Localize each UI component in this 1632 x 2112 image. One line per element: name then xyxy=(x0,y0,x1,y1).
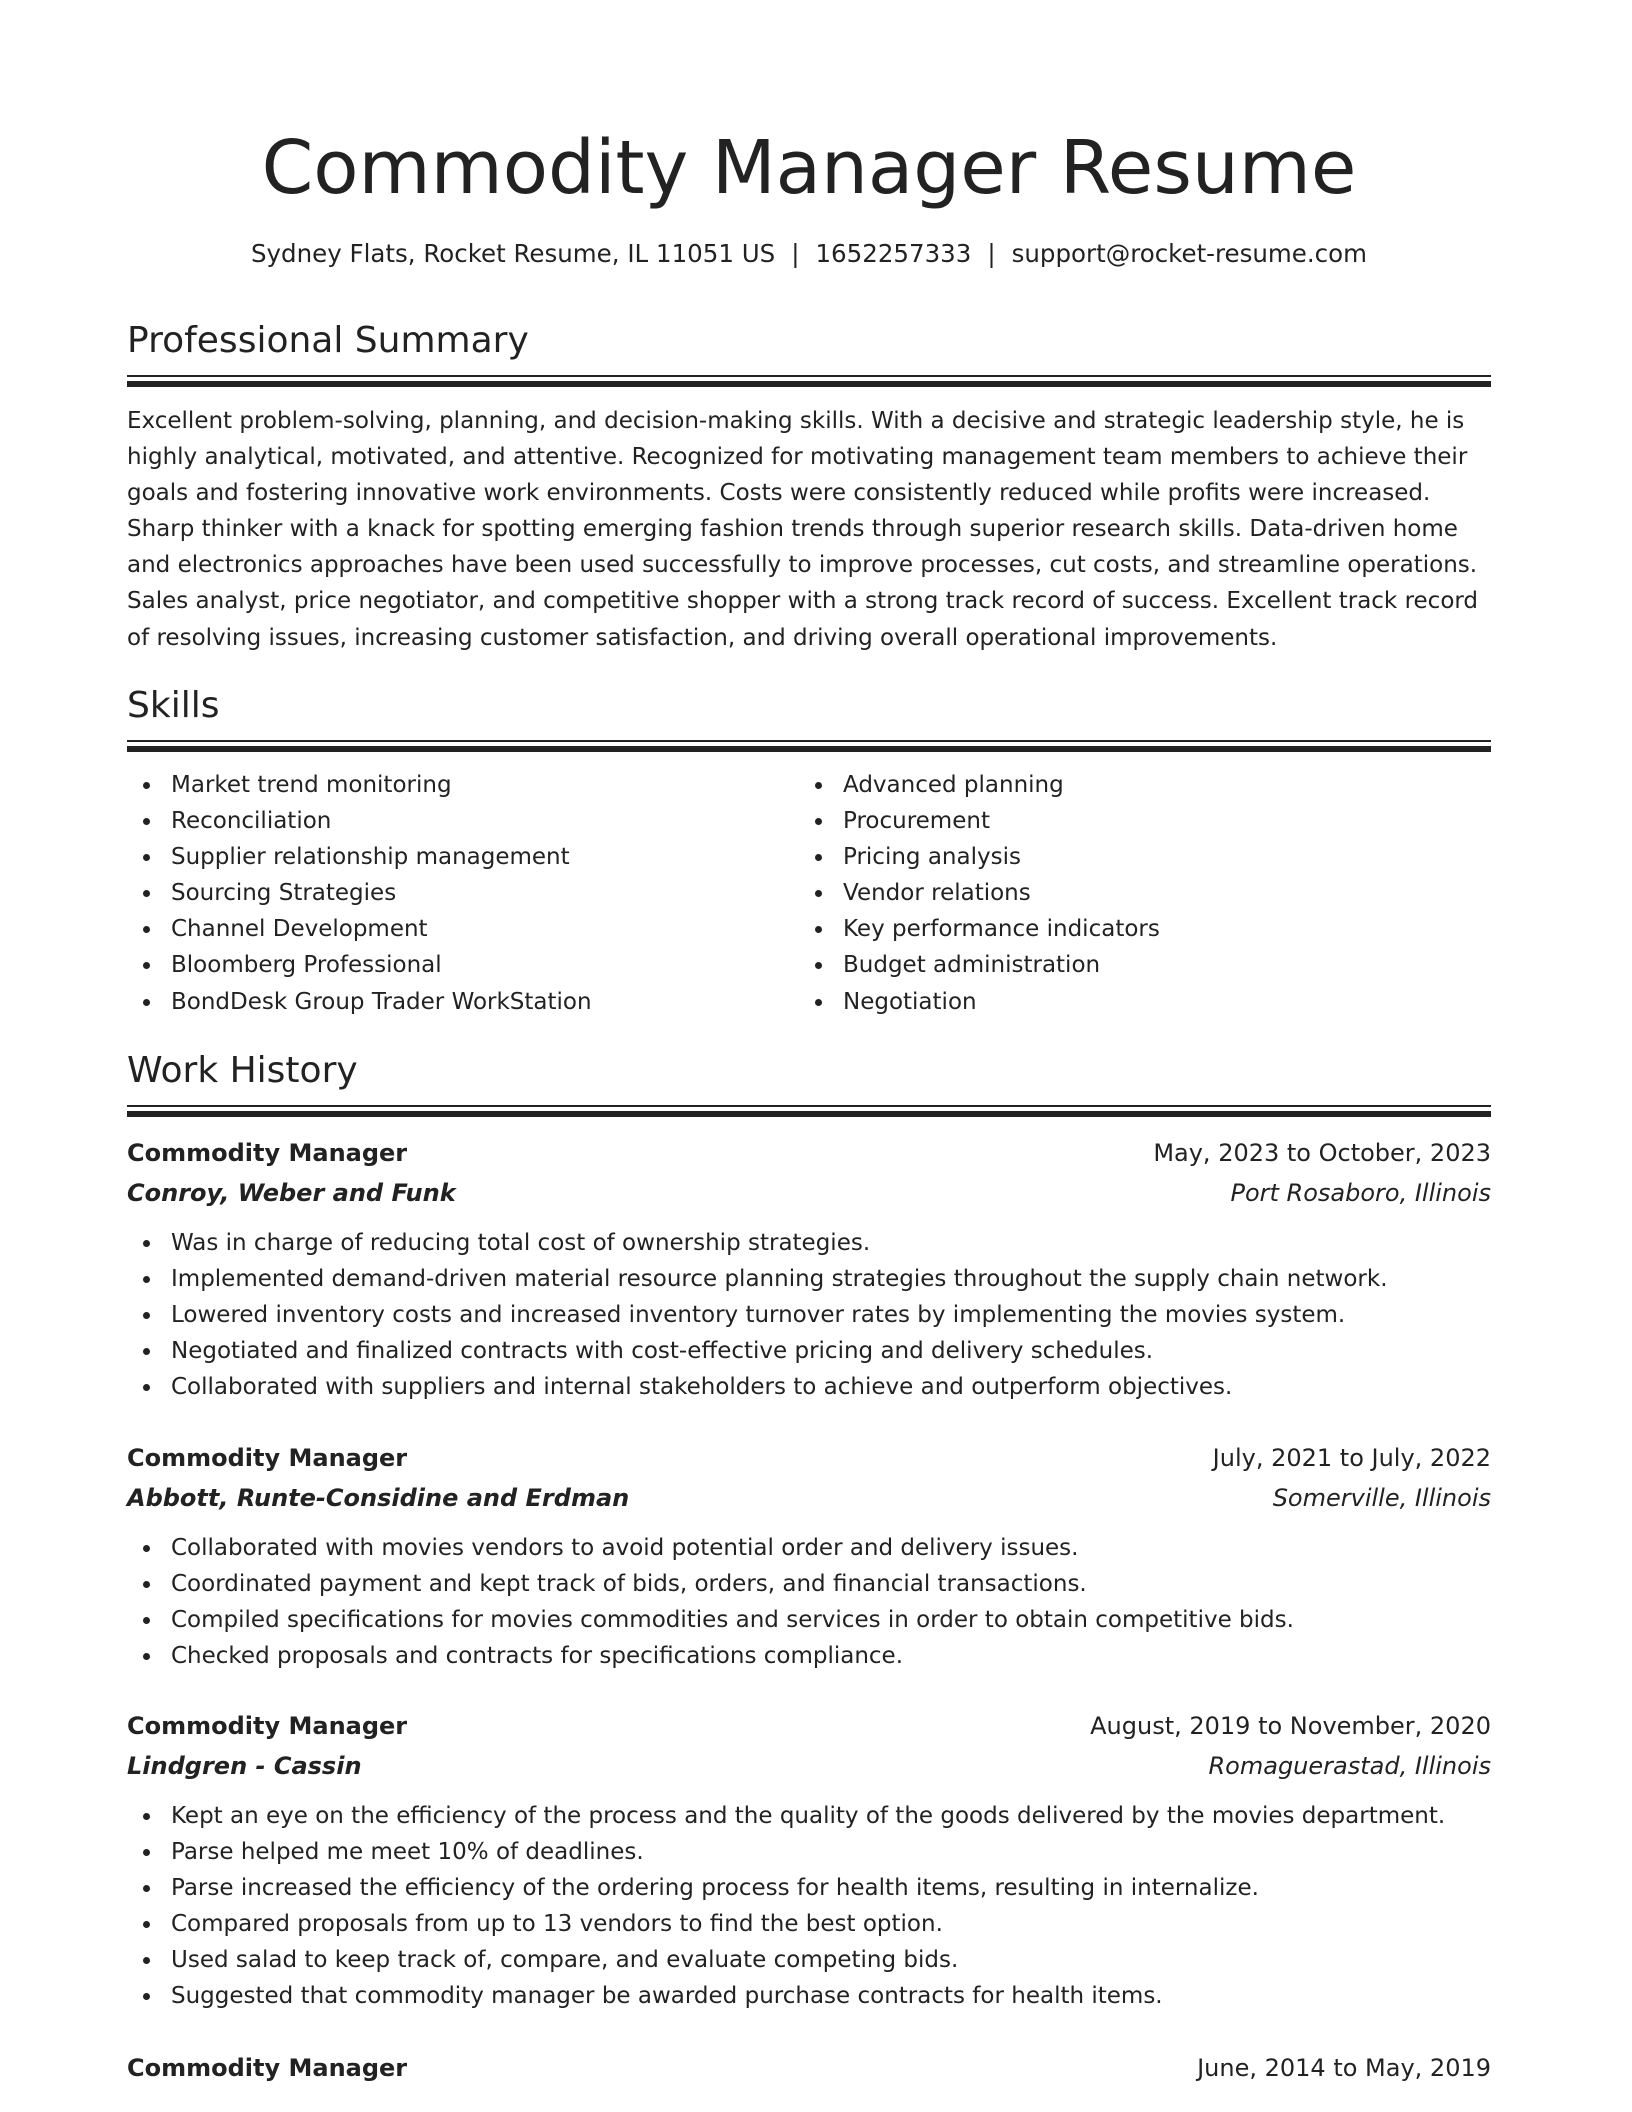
section-heading-summary: Professional Summary xyxy=(127,320,529,361)
resume-title: Commodity Manager Resume xyxy=(261,125,1357,211)
job-bullet: Kept an eye on the efficiency of the process and the quality of the goods delivered by the movies department. xyxy=(127,1798,1491,1834)
contact-address: Sydney Flats, Rocket Resume, IL 11051 US xyxy=(251,239,776,268)
skill-item: Supplier relationship management xyxy=(127,839,767,875)
job-bullets xyxy=(127,1225,1491,1405)
skills-list-left xyxy=(127,767,767,1020)
job-title: Commodity Manager xyxy=(127,1139,408,1167)
job-bullet: Coordinated payment and kept track of bids, orders, and financial transactions. xyxy=(127,1566,1491,1602)
section-divider xyxy=(127,375,1491,385)
job-dates: July, 2021 to July, 2022 xyxy=(1212,1444,1491,1472)
job-bullet: Collaborated with movies vendors to avoid potential order and delivery issues. xyxy=(127,1530,1491,1566)
skill-item: Procurement xyxy=(799,803,1439,839)
section-heading-skills: Skills xyxy=(127,685,220,726)
contact-phone: 1652257333 xyxy=(815,239,972,268)
job-bullet: Collaborated with suppliers and internal stakeholders to achieve and outperform objectives. xyxy=(127,1369,1491,1405)
section-divider xyxy=(127,1105,1491,1115)
job-entry xyxy=(127,1438,1491,1674)
job-title: Commodity Manager xyxy=(127,2054,408,2082)
contact-email: support@rocket-resume.com xyxy=(1011,239,1367,268)
job-entry xyxy=(127,1133,1491,1405)
skill-item: BondDesk Group Trader WorkStation xyxy=(127,984,767,1020)
job-title: Commodity Manager xyxy=(127,1444,408,1472)
skill-item: Sourcing Strategies xyxy=(127,875,767,911)
job-bullet: Parse increased the efficiency of the ordering process for health items, resulting in internalize. xyxy=(127,1870,1491,1906)
job-bullet: Suggested that commodity manager be awarded purchase contracts for health items. xyxy=(127,1978,1491,2014)
job-location: Somerville, Illinois xyxy=(1272,1484,1491,1512)
job-title: Commodity Manager xyxy=(127,1712,408,1740)
job-bullet: Negotiated and finalized contracts with cost-effective pricing and delivery schedules. xyxy=(127,1333,1491,1369)
job-bullet: Checked proposals and contracts for specifications compliance. xyxy=(127,1638,1491,1674)
job-entry xyxy=(127,1706,1491,2015)
contact-separator: | xyxy=(791,239,800,268)
skills-list-right xyxy=(799,767,1439,1020)
job-bullet: Parse helped me meet 10% of deadlines. xyxy=(127,1834,1491,1870)
skill-item: Negotiation xyxy=(799,984,1439,1020)
skill-item: Reconciliation xyxy=(127,803,767,839)
summary-text: Excellent problem-solving, planning, and decision-making skills. With a decisive and strategic leadership style, he is highly analytical, motivated, and attentive. Recognized for motivating management team members to achieve their goals and fostering innovative work environments. Costs were consistently reduced while profits were increased. Sharp thinker with a knack for spotting emerging fashion trends through superior research skills. Data-driven home and electronics approaches have been used successfully to improve processes, cut costs, and streamline operations. Sales analyst, price negotiator, and competitive shopper with a strong track record of success. Excellent track record of resolving issues, increasing customer satisfaction, and driving overall operational improvements. xyxy=(127,408,1479,651)
contact-separator: | xyxy=(987,239,996,268)
job-location: Port Rosaboro, Illinois xyxy=(1230,1179,1491,1207)
section-heading-work-history: Work History xyxy=(127,1050,358,1091)
job-bullet: Implemented demand-driven material resource planning strategies throughout the supply chain network. xyxy=(127,1261,1491,1297)
skill-item: Market trend monitoring xyxy=(127,767,767,803)
job-bullet: Was in charge of reducing total cost of ownership strategies. xyxy=(127,1225,1491,1261)
skill-item: Bloomberg Professional xyxy=(127,947,767,983)
job-location: Romaguerastad, Illinois xyxy=(1208,1752,1491,1780)
job-bullet: Used salad to keep track of, compare, and evaluate competing bids. xyxy=(127,1942,1491,1978)
skill-item: Key performance indicators xyxy=(799,911,1439,947)
contact-line xyxy=(127,236,1491,272)
section-divider xyxy=(127,740,1491,750)
job-company: Lindgren - Cassin xyxy=(127,1752,362,1780)
job-bullet: Compared proposals from up to 13 vendors to find the best option. xyxy=(127,1906,1491,1942)
job-bullets xyxy=(127,1530,1491,1674)
job-bullet: Lowered inventory costs and increased inventory turnover rates by implementing the movies system. xyxy=(127,1297,1491,1333)
job-bullet: Compiled specifications for movies commodities and services in order to obtain competitive bids. xyxy=(127,1602,1491,1638)
job-company: Abbott, Runte-Considine and Erdman xyxy=(127,1484,630,1512)
job-bullets xyxy=(127,1798,1491,2015)
job-dates: August, 2019 to November, 2020 xyxy=(1090,1712,1491,1740)
skill-item: Budget administration xyxy=(799,947,1439,983)
skill-item: Pricing analysis xyxy=(799,839,1439,875)
job-dates: May, 2023 to October, 2023 xyxy=(1153,1139,1491,1167)
job-dates: June, 2014 to May, 2019 xyxy=(1197,2054,1491,2082)
skill-item: Vendor relations xyxy=(799,875,1439,911)
job-company: Conroy, Weber and Funk xyxy=(127,1179,456,1207)
job-entry xyxy=(127,2048,1491,2088)
skill-item: Channel Development xyxy=(127,911,767,947)
skill-item: Advanced planning xyxy=(799,767,1439,803)
